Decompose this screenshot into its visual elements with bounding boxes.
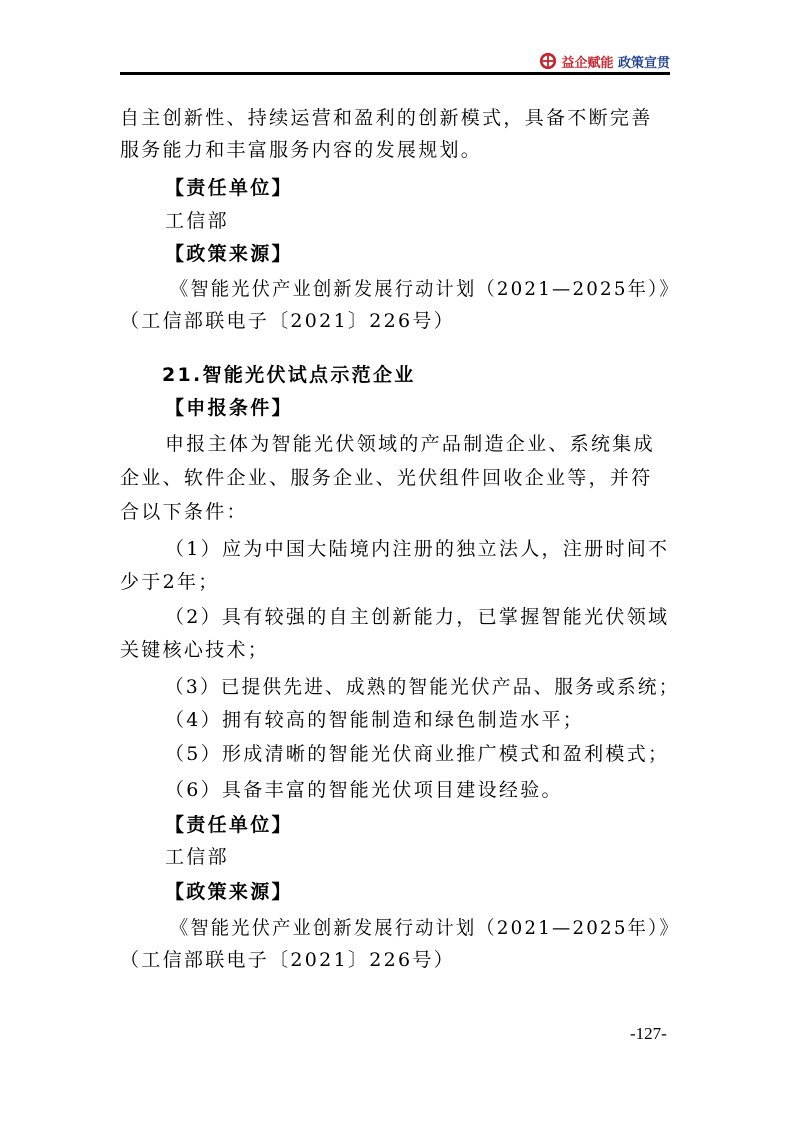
page-number: -127- (630, 1024, 667, 1043)
section-heading: 【政策来源】 (165, 881, 293, 903)
brand-logo (539, 50, 670, 72)
body-line: （5）形成清晰的智能光伏商业推广模式和盈利模式； (165, 743, 670, 765)
section-heading: 【责任单位】 (165, 814, 293, 836)
body-line: （工信部联电子〔2021〕226号） (120, 310, 456, 332)
section-heading: 【申报条件】 (165, 397, 293, 419)
body-line: 服务能力和丰富服务内容的发展规划。 (120, 139, 483, 161)
body-line: （3）已提供先进、成熟的智能光伏产品、服务或系统； (165, 676, 680, 698)
body-line: 《智能光伏产业创新发展行动计划（2021—2025年）》 (170, 278, 680, 300)
page-header (0, 0, 794, 80)
brand-logo-icon (539, 52, 557, 70)
body-line: 工信部 (165, 210, 229, 232)
body-line: 合以下条件： (120, 501, 248, 523)
body-line: （2）具有较强的自主创新能力，已掌握智能光伏领域 (165, 606, 670, 628)
body-line: 少于2年； (120, 571, 220, 593)
body-line: 企业、软件企业、服务企业、光伏组件回收企业等，并符 (120, 467, 653, 489)
body-line: （6）具备丰富的智能光伏项目建设经验。 (165, 779, 563, 801)
section-heading: 【责任单位】 (165, 177, 293, 199)
body-line: 关键核心技术； (120, 639, 270, 661)
body-line: （1）应为中国大陆境内注册的独立法人，注册时间不 (165, 538, 670, 560)
body-line: （4）拥有较高的智能制造和绿色制造水平； (165, 709, 585, 731)
body-line: 自主创新性、持续运营和盈利的创新模式，具备不断完善 (120, 107, 653, 129)
section-heading: 21.智能光伏试点示范企业 (162, 364, 416, 386)
brand-logo-text: 益企赋能 政策宣贯 (561, 55, 670, 71)
body-line: （工信部联电子〔2021〕226号） (120, 949, 456, 971)
body-line: 《智能光伏产业创新发展行动计划（2021—2025年）》 (170, 917, 680, 939)
body-line: 申报主体为智能光伏领域的产品制造企业、系统集成 (165, 433, 655, 455)
body-line: 工信部 (165, 846, 229, 868)
section-heading: 【政策来源】 (165, 243, 293, 265)
header-rule (120, 72, 670, 75)
